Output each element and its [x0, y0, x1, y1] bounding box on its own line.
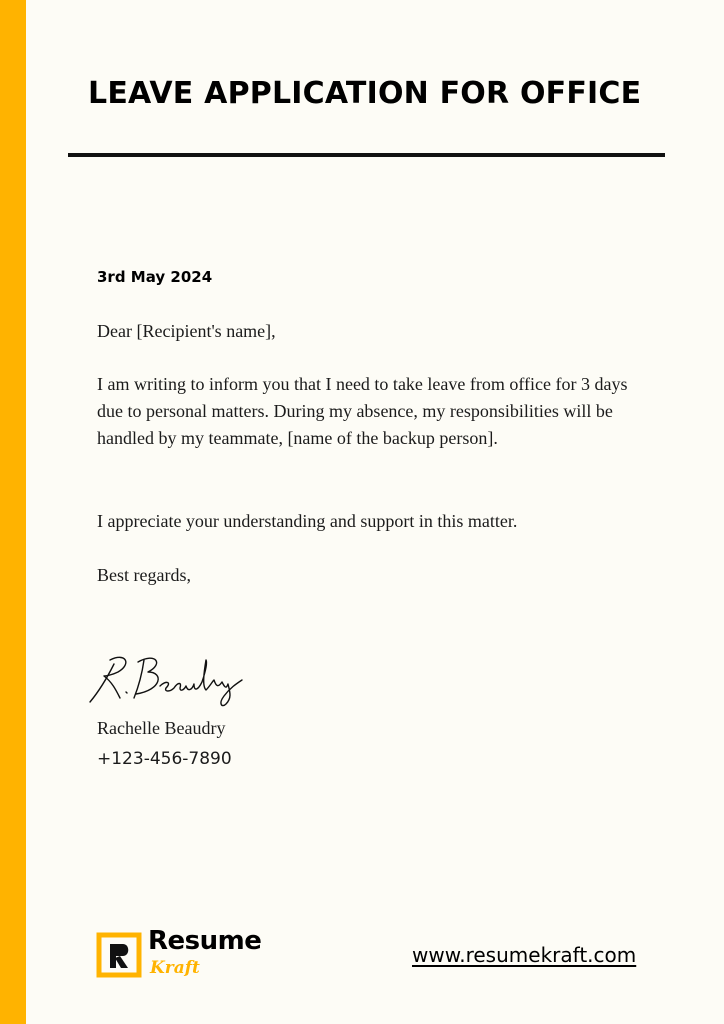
signer-phone: +123-456-7890 — [97, 749, 232, 769]
title-divider — [68, 153, 665, 157]
resumekraft-logo-icon — [96, 932, 142, 978]
logo-wordmark-resume: Resume — [148, 926, 262, 956]
accent-bar — [0, 0, 26, 1024]
appreciation-line: I appreciate your understanding and support in this matter. — [97, 511, 518, 531]
salutation: Dear [Recipient's name], — [97, 321, 276, 341]
page-title: LEAVE APPLICATION FOR OFFICE — [88, 76, 642, 111]
signer-name: Rachelle Beaudry — [97, 718, 226, 738]
letter-date: 3rd May 2024 — [97, 268, 213, 286]
logo-wordmark-kraft: Kraft — [150, 958, 200, 978]
website-link[interactable]: www.resumekraft.com — [412, 943, 637, 967]
letter-body: I am writing to inform you that I need to take leave from office for 3 days due to personal matters. During my absence, my responsibilities will be handled by my teammate, [name of the backup person]. — [97, 374, 628, 448]
closing-line: Best regards, — [97, 565, 191, 585]
signature-image — [86, 646, 256, 708]
